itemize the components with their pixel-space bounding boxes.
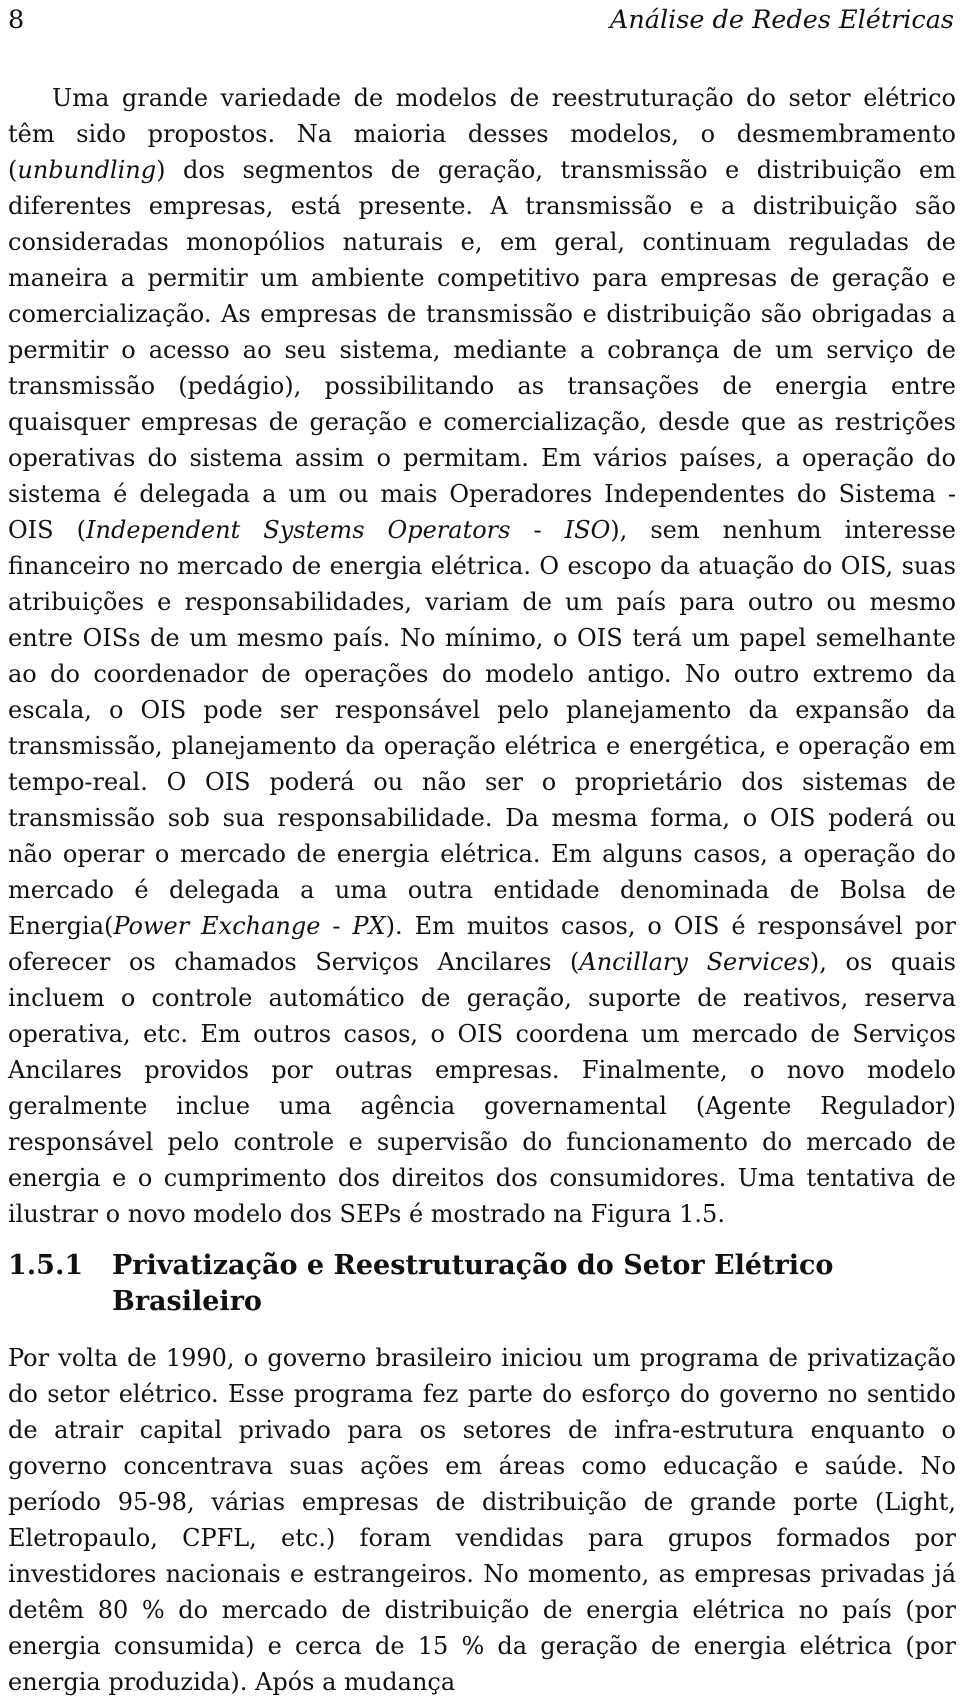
page-number: 8 <box>8 5 25 35</box>
paragraph-1-text-4: ). Em muitos casos, o OIS é responsável por oferecer os chamados Serviços Ancilares ( <box>8 912 957 976</box>
subsection-title: Privatização e Reestruturação do Setor Elétrico Brasileiro <box>112 1250 834 1317</box>
paragraph-1-text-2: ) dos segmentos de geração, transmissão e distribuição em diferentes empresas, está presente. A transmissão e a distribuição são consideradas monopólios naturais e, em geral, continuam reguladas de maneira a permitir um ambiente competitivo para empresas de geração e comercialização. As empresas de transmissão e distribuição são obrigadas a permitir o acesso ao seu sistema, mediante a cobrança de um serviço de transmissão (pedágio), possibilitando as transações de energia entre quaisquer empresas de geração e comercialização, desde que as restrições operativas do sistema assim o permitam. Em vários países, a operação do sistema é delegada a um ou mais Operadores Independentes do Sistema - OIS ( <box>8 156 956 544</box>
paragraph-1-italic-2: Independent Systems Operators - ISO <box>86 516 611 544</box>
subsection-heading <box>8 1248 956 1320</box>
paragraph-1-text-3: ), sem nenhum interesse financeiro no mercado de energia elétrica. O escopo da atuação do OIS, suas atribuições e responsabilidades, variam de um país para outro ou mesmo entre OISs de um mesmo país. No mínimo, o OIS terá um papel semelhante ao do coordenador de operações do modelo antigo. No outro extremo da escala, o OIS pode ser responsável pelo planejamento da expansão da transmissão, planejamento da operação elétrica e energética, e operação em tempo-real. O OIS poderá ou não ser o proprietário dos sistemas de transmissão sob sua responsabilidade. Da mesma forma, o OIS poderá ou não operar o mercado de energia elétrica. Em alguns casos, a operação do mercado é delegada a uma outra entidade denominada de Bolsa de Energia( <box>8 516 956 940</box>
body-paragraph-2: Por volta de 1990, o governo brasileiro iniciou um programa de privatização do setor elétrico. Esse programa fez parte do esforço do governo no sentido de atrair capital privado para os setores de infra-estrutura enquanto o governo concentrava suas ações em áreas como educação e saúde. No período 95-98, várias empresas de distribuição de grande porte (Light, Eletropaulo, CPFL, etc.) foram vendidas para grupos formados por investidores nacionais e estrangeiros. No momento, as empresas privadas já detêm 80 % do mercado de distribuição de energia elétrica no país (por energia consumida) e cerca de 15 % da geração de energia elétrica (por energia produzida). Após a mudança <box>8 1344 956 1696</box>
paragraph-1-text-1: Uma grande variedade de modelos de reestruturação do setor elétrico têm sido propostos. Na maioria desses modelos, o desmembramento ( <box>8 84 956 184</box>
paragraph-1-italic-3: Power Exchange - PX <box>113 912 386 940</box>
paragraph-1-italic-1: unbundling <box>17 156 157 184</box>
subsection-number: 1.5.1 <box>8 1250 84 1281</box>
body-paragraph-1 <box>8 80 956 1232</box>
running-header <box>8 2 954 38</box>
paragraph-1-text-5: ), os quais incluem o controle automático de geração, suporte de reativos, reserva operativa, etc. Em outros casos, o OIS coordena um mercado de Serviços Ancilares providos por outras empresas. Finalmente, o novo modelo geralmente inclue uma agência governamental (Agente Regulador) responsável pelo controle e supervisão do funcionamento do mercado de energia e o cumprimento dos direitos dos consumidores. Uma tentativa de ilustrar o novo modelo dos SEPs é mostrado na Figura 1.5. <box>8 948 956 1228</box>
paragraph-1-italic-4: Ancillary Services <box>579 948 810 976</box>
header-title: Análise de Redes Elétricas <box>609 5 954 35</box>
